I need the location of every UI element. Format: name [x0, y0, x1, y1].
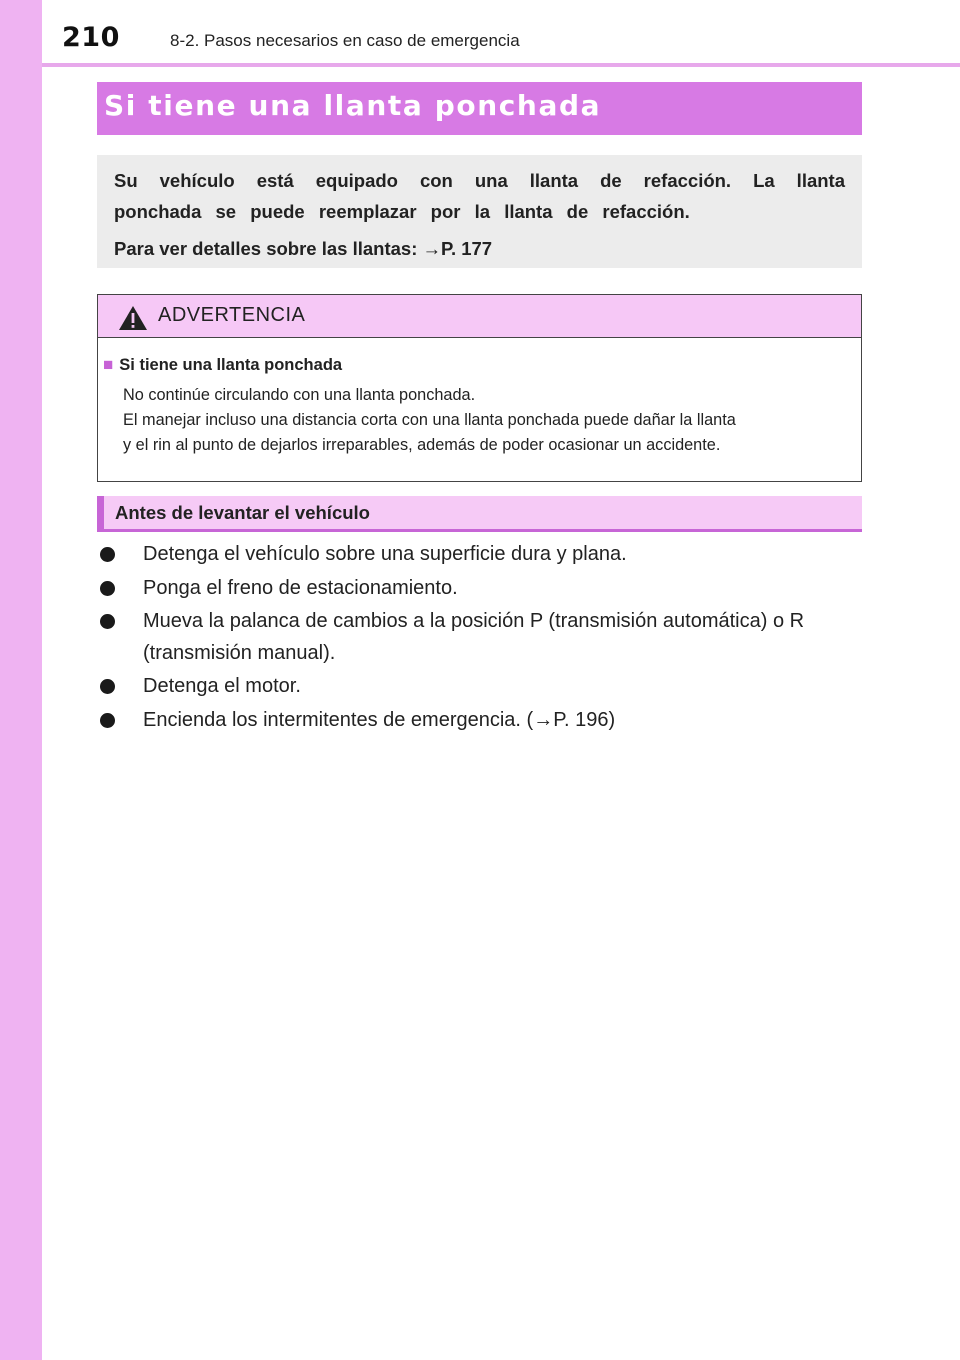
list-item-text: Detenga el vehículo sobre una superficie dura y plana.	[143, 543, 627, 565]
subsection-accent-bar	[97, 496, 104, 532]
warning-box	[97, 294, 862, 482]
square-bullet-icon: ■	[103, 355, 114, 374]
list-item	[97, 671, 867, 703]
warning-subheading-text: Si tiene una llanta ponchada	[119, 356, 343, 374]
warning-line: No continúe circulando con una llanta ponchada.	[123, 386, 476, 404]
intro-text: Su vehículo está equipado con una llanta de refacción. La llanta ponchada se puede reemplazar por la llanta de refacción.	[114, 170, 845, 222]
intro-reference-text: Para ver detalles sobre las llantas:	[114, 238, 423, 259]
intro-box	[97, 155, 862, 268]
list-item	[97, 539, 867, 571]
bullet-icon	[100, 581, 115, 596]
subsection-banner	[97, 496, 862, 532]
list-item	[97, 606, 867, 669]
warning-line: El manejar incluso una distancia corta con una llanta ponchada puede dañar la llanta	[123, 411, 736, 429]
warning-body	[123, 383, 853, 458]
list-item-text: Mueva la palanca de cambios a la posición P (transmisión automática) o R (transmisión manual).	[143, 610, 805, 664]
warning-triangle-icon	[118, 305, 148, 331]
bullet-icon	[100, 547, 115, 562]
warning-line: y el rin al punto de dejarlos irreparables, además de poder ocasionar un accidente.	[123, 436, 721, 454]
intro-reference	[114, 233, 845, 264]
list-item	[97, 573, 867, 605]
list-item-text: Detenga el motor.	[143, 675, 301, 697]
list-item-text: Encienda los intermitentes de emergencia. (→P. 196)	[143, 708, 616, 731]
side-strip	[0, 0, 42, 1360]
intro-reference-page[interactable]: P. 177	[441, 238, 493, 259]
arrow-icon: →	[422, 238, 441, 259]
warning-subheading	[103, 355, 342, 375]
section-header: 8-2. Pasos necesarios en caso de emergencia	[170, 31, 520, 50]
list-item	[97, 705, 867, 737]
list-item-text: Ponga el freno de estacionamiento.	[143, 576, 458, 599]
bullet-icon	[100, 679, 115, 694]
page-number: 210	[62, 22, 120, 53]
warning-title: ADVERTENCIA	[158, 304, 306, 326]
subsection-title: Antes de levantar el vehículo	[115, 502, 370, 523]
steps-list	[97, 539, 867, 738]
bullet-icon	[100, 614, 115, 629]
header-divider	[42, 63, 960, 67]
warning-header	[98, 295, 861, 338]
page-title: Si tiene una llanta ponchada	[104, 89, 602, 122]
bullet-icon	[100, 713, 115, 728]
